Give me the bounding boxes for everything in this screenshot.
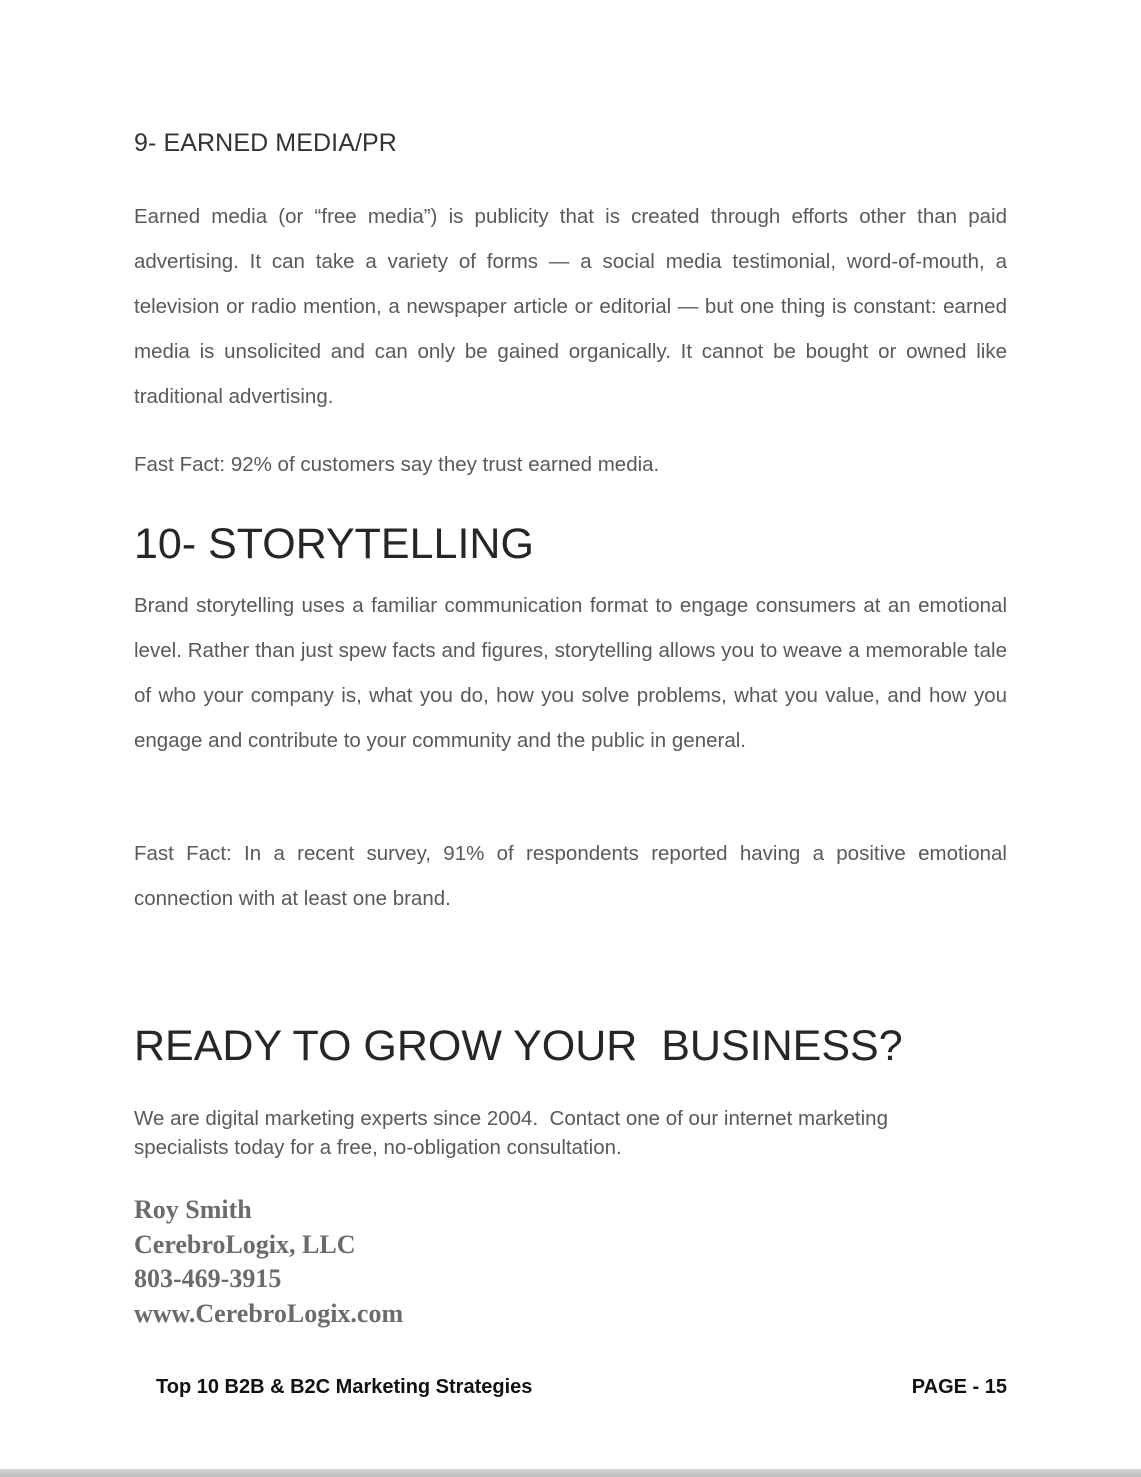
cta-text: We are digital marketing experts since 2004. Contact one of our internet marketing specialists today for a free, no-obligation consultation. [134,1107,888,1159]
footer-document-title: Top 10 B2B & B2C Marketing Strategies [156,1376,533,1398]
section-heading-earned-media: 9- EARNED MEDIA/PR [134,129,397,157]
footer-page-number: PAGE - 15 [911,1376,1007,1398]
storytelling-body: Brand storytelling uses a familiar communication format to engage consumers at an emotional level. Rather than just spew facts and figures, storytelling allows you to weave a memorable tale of who your company is, what you do, how you solve problems, what you value, and how you engage and contribute to your community and the public in general. [134,594,1007,752]
page-bottom-edge [0,1469,1141,1477]
section-heading-storytelling: 10- STORYTELLING [134,520,534,568]
contact-name: Roy Smith [134,1195,252,1224]
contact-block [134,1193,403,1331]
contact-website: www.CerebroLogix.com [134,1298,404,1328]
cta-heading: READY TO GROW YOUR BUSINESS? [134,1022,903,1070]
earned-media-fast-fact: Fast Fact: 92% of customers say they trust earned media. [134,453,660,476]
contact-phone: 803-469-3915 [134,1264,282,1293]
contact-company: CerebroLogix, LLC [134,1229,356,1259]
storytelling-fast-fact: Fast Fact: In a recent survey, 91% of respondents reported having a positive emotional connection with at least one brand. [134,842,1007,910]
earned-media-body: Earned media (or “free media”) is publicity that is created through efforts other than paid advertising. It can take a variety of forms — a social media testimonial, word-of-mouth, a television or radio mention, a newspaper article or editorial — but one thing is constant: earned media is unsolicited and can only be gained organically. It cannot be bought or owned like traditional advertising. [134,205,1007,408]
